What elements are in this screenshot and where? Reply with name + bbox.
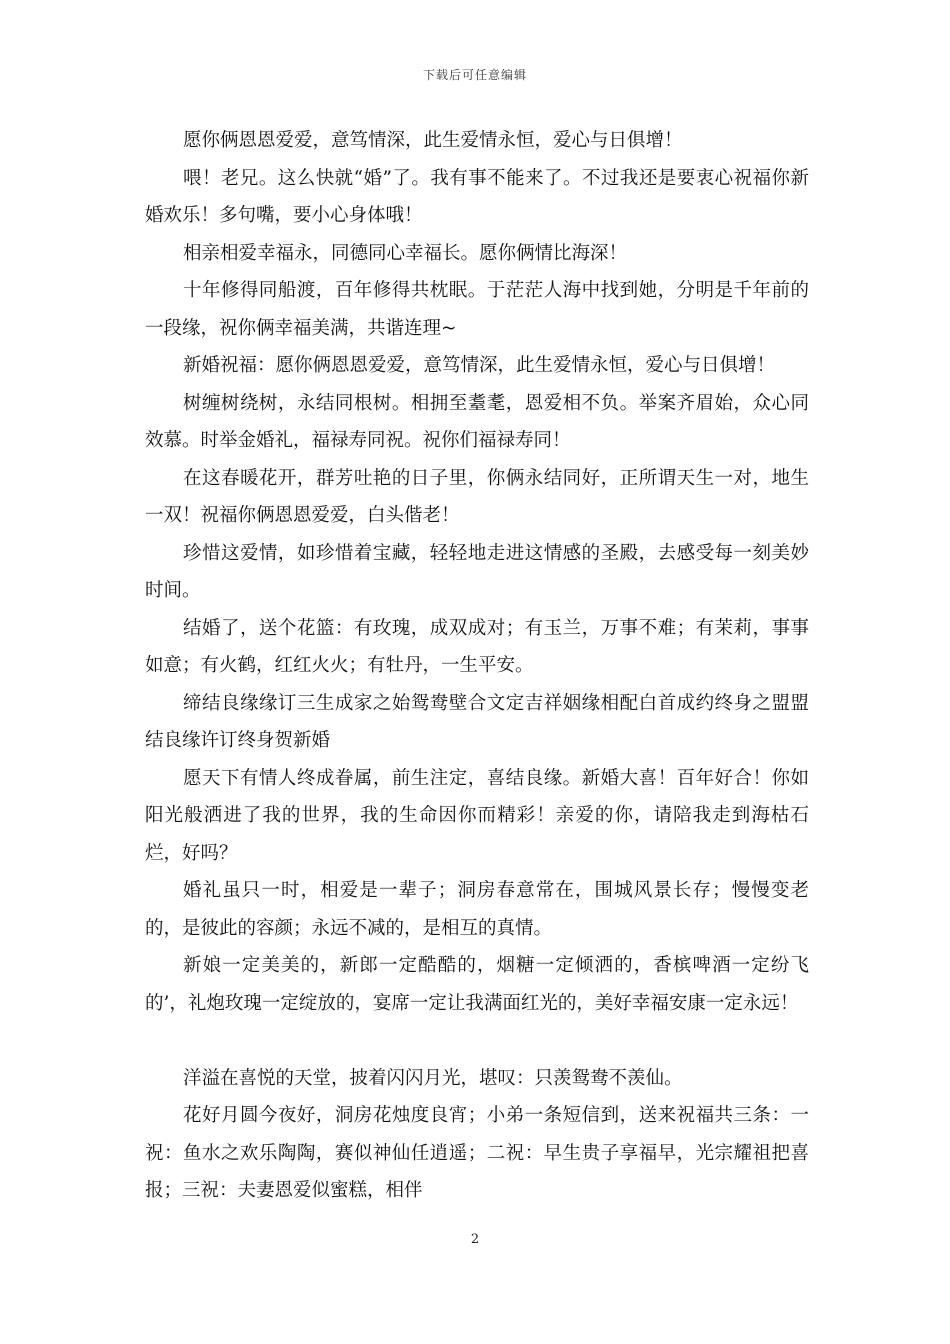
paragraph: 新婚祝福：愿你俩恩恩爱爱，意笃情深，此生爱情永恒，爱心与日俱增！ (183, 355, 776, 376)
page-header: 下载后可任意编辑 (422, 68, 527, 82)
paragraph: 婚礼虽只一时，相爱是一辈子；洞房春意常在，围城风景长存；慢慢变老的，是彼此的容颜；永远不减的，是相互的真情。 (145, 880, 809, 939)
paragraph: 洋溢在喜悦的天堂，披着闪闪月光，堪叹：只羡鸳鸯不羡仙。 (183, 1067, 683, 1089)
paragraph: 新娘一定美美的，新郎一定酷酷的，烟糖一定倾洒的，香槟啤酒一定纷飞的’，礼炮玫瑰一定绽放的，宴席一定让我满面红光的，美好幸福安康一定永远！ (145, 955, 809, 1014)
paragraph: 结婚了，送个花篮：有玫瑰，成双成对；有玉兰，万事不难；有茉莉，事事如意；有火鹤，红红火火；有牡丹，一生平安。 (145, 617, 809, 676)
document-body (145, 122, 809, 1210)
paragraph: 花好月圆今夜好，洞房花烛度良宵；小弟一条短信到，送来祝福共三条：一祝：鱼水之欢乐陶陶，赛似神仙任逍遥；二祝：早生贵子享福早，光宗耀祖把喜报；三祝：夫妻恩爱似蜜糕，相伴 (145, 1105, 809, 1201)
paragraph: 在这春暖花开，群芳吐艳的日子里，你俩永结同好，正所谓天生一对，地生一双！祝福你俩恩恩爱爱，白头偕老！ (145, 467, 809, 526)
paragraph: 喂！老兄。这么快就“婚”了。我有事不能来了。不过我还是要衷心祝福你新婚欢乐！多句嘴，要小心身体哦！ (145, 167, 809, 226)
paragraph: 愿天下有情人终成眷属，前生注定，喜结良缘。新婚大喜！百年好合！你如阳光般洒进了我的世界，我的生命因你而精彩！亲爱的你，请陪我走到海枯石烂，好吗？ (145, 767, 809, 864)
paragraph: 缔结良缘缘订三生成家之始鸳鸯壁合文定吉祥姻缘相配白首成约终身之盟盟结良缘许订终身贺新婚 (145, 692, 809, 751)
paragraph: 树缠树绕树，永结同根树。相拥至耋耄，恩爱相不负。举案齐眉始，众心同效慕。时举金婚礼，福禄寿同祝。祝你们福禄寿同！ (145, 392, 809, 451)
paragraph: 相亲相爱幸福永，同德同心幸福长。愿你俩情比海深！ (183, 242, 628, 264)
blank-line (145, 1022, 809, 1060)
paragraph: 愿你俩恩恩爱爱，意笃情深，此生爱情永恒，爱心与日俱增！ (183, 130, 683, 151)
paragraph: 十年修得同船渡，百年修得共枕眠。于茫茫人海中找到她，分明是千年前的一段缘，祝你俩幸福美满，共谐连理~ (145, 280, 809, 339)
page-number: 2 (470, 1232, 480, 1247)
paragraph: 珍惜这爱情，如珍惜着宝藏，轻轻地走进这情感的圣殿，去感受每一刻美妙时间。 (145, 542, 809, 601)
